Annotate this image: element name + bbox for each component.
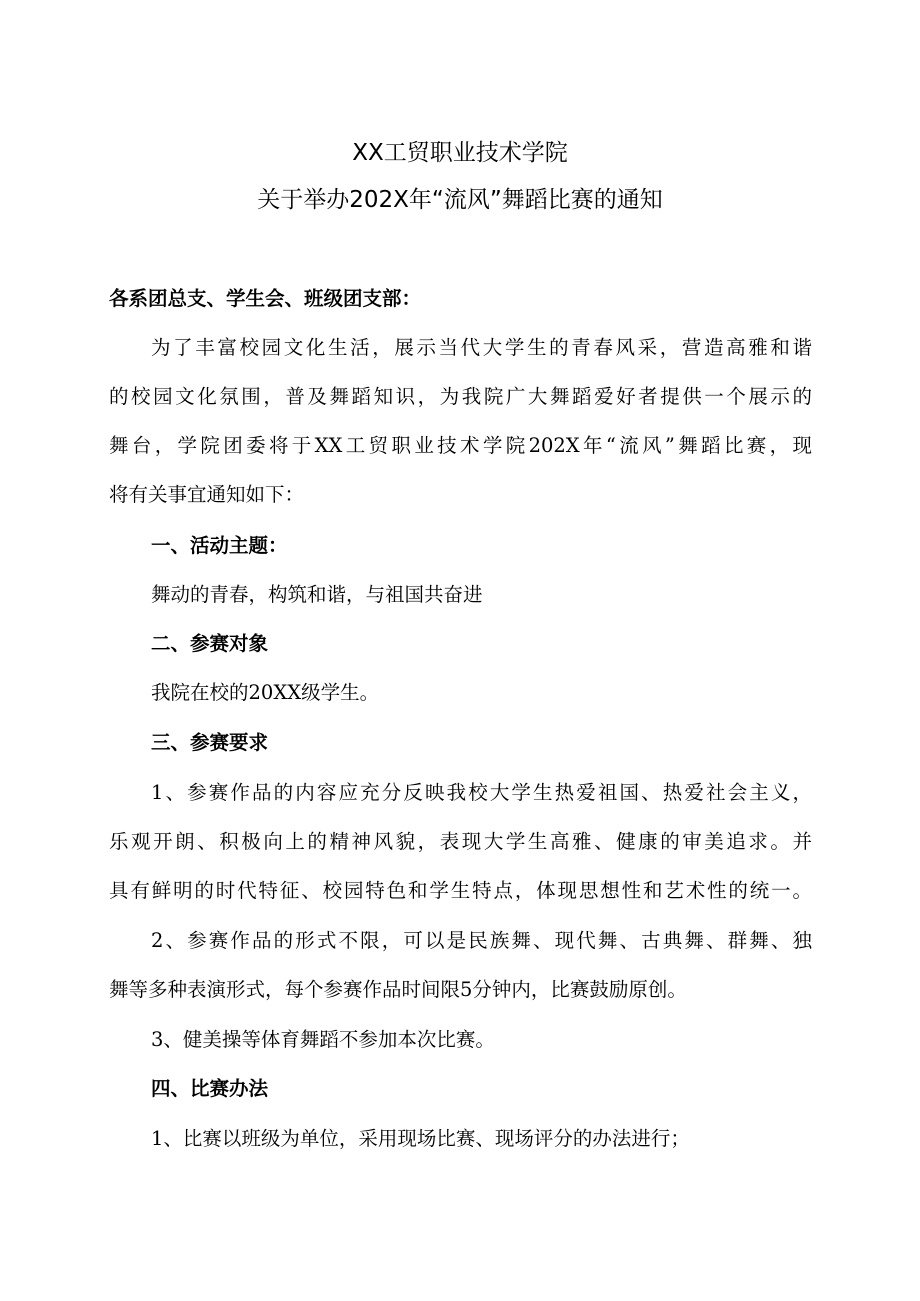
section-heading-method: 四、比赛办法: [151, 1077, 269, 1100]
document-title-school: XX工贸职业技术学院: [352, 140, 568, 166]
requirement-1-line-2: 乐观开朗、积极向上的精神风貌，表现大学生高雅、健康的审美追求。并: [109, 830, 812, 853]
document-title-notice: 关于举办202X年“流风”舞蹈比赛的通知: [257, 187, 663, 213]
intro-line-4: 将有关事宜通知如下：: [109, 483, 305, 506]
salutation: 各系团总支、学生会、班级团支部：: [109, 287, 422, 310]
section-heading-requirements: 三、参赛要求: [151, 731, 269, 754]
section-heading-participants: 二、参赛对象: [151, 632, 269, 655]
intro-line-1: 为了丰富校园文化生活，展示当代大学生的青春风采，营造高雅和谐: [151, 336, 812, 359]
method-item-1: 1、比赛以班级为单位，采用现场比赛、现场评分的办法进行；: [151, 1127, 690, 1150]
intro-line-3: 舞台，学院团委将于XX工贸职业技术学院202X年“流风”舞蹈比赛，现: [109, 434, 812, 457]
requirement-3: 3、健美操等体育舞蹈不参加本次比赛。: [151, 1028, 495, 1051]
section-text-theme: 舞动的青春，构筑和谐，与祖国共奋进: [151, 583, 483, 606]
intro-line-2: 的校园文化氛围，普及舞蹈知识，为我院广大舞蹈爱好者提供一个展示的: [109, 385, 812, 408]
requirement-1-line-3: 具有鲜明的时代特征、校园特色和学生特点，体现思想性和艺术性的统一。: [109, 879, 812, 902]
requirement-1-line-1: 1、参赛作品的内容应充分反映我校大学生热爱祖国、热爱社会主义，: [151, 781, 812, 804]
requirement-2-line-1: 2、参赛作品的形式不限，可以是民族舞、现代舞、古典舞、群舞、独: [151, 929, 812, 952]
requirement-2-line-2: 舞等多种表演形式，每个参赛作品时间限5分钟内，比赛鼓励原创。: [109, 978, 687, 1001]
section-text-participants: 我院在校的20XX级学生。: [151, 681, 380, 704]
section-heading-theme: 一、活动主题：: [151, 534, 288, 557]
